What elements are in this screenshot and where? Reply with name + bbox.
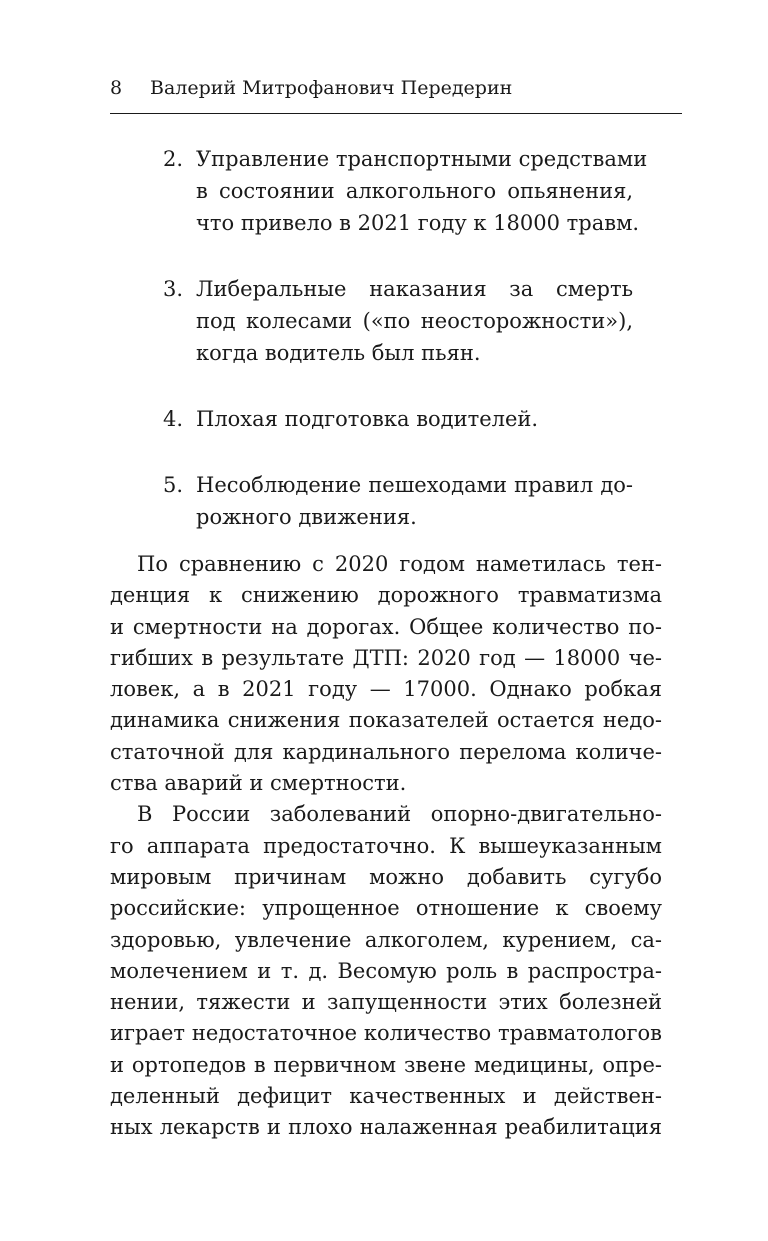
page-number: 8 [110,77,123,99]
body-text [110,549,662,1144]
text-line: молечением и т. д. Весомую роль в распростра- [110,958,662,983]
text-line: мировым причинам можно добавить сугубо [110,864,662,889]
text-line: ловек, а в 2021 году — 17000. Однако робкая [110,677,662,702]
text-line: деленный дефицит качественных и действен- [110,1084,662,1109]
text-line: ных лекарств и плохо налаженная реабилитация [110,1115,662,1140]
text-line: динамика снижения показателей остается недо- [110,708,662,733]
list-item-number: 3. [163,277,184,301]
list-item-line: рожного движения. [196,505,417,529]
list-item-line: что привело в 2021 году к 18000 травм. [196,211,640,235]
list-item-line: когда водитель был пьян. [196,341,481,365]
text-line: В России заболеваний опорно-двигательно- [137,802,662,827]
list-item-line: в состоянии алкогольного опьянения, [196,179,633,203]
text-line: российские: упрощенное отношение к своему [110,896,662,921]
list-item-number: 4. [163,407,184,431]
text-line: гибших в результате ДТП: 2020 год — 18000 че- [110,645,662,670]
list-item-line: Управление транспортными средствами [196,147,648,171]
running-header-author: Валерий Митрофанович Передерин [150,77,513,99]
list-item [163,469,633,533]
text-line: и ортопедов в первичном звене медицины, опре- [110,1052,662,1077]
list-item-line: Либеральные наказания за смерть [196,277,633,301]
text-line: нении, тяжести и запущенности этих болезней [110,990,662,1015]
paragraph [110,799,662,1143]
text-line: играет недостаточное количество травматологов [110,1021,662,1046]
list-item-line: под колесами («по неосторожности»), [196,309,633,333]
running-header [110,74,682,102]
text-line: здоровью, увлечение алкоголем, курением, са- [110,927,662,952]
list-item [163,143,648,239]
text-line: ства аварий и смертности. [110,771,407,796]
paragraph [110,549,662,799]
list-item-line: Несоблюдение пешеходами правил до- [196,473,633,497]
text-line: По сравнению с 2020 годом наметилась тен- [137,552,662,576]
text-line: го аппарата предостаточно. К вышеуказанным [110,833,662,858]
list-item-number: 5. [163,473,184,497]
list-item-number: 2. [163,147,184,171]
list-item [163,403,633,435]
text-line: статочной для кардинального перелома количе- [110,739,662,764]
numbered-list [163,143,648,567]
header-rule [110,113,682,114]
list-item-line: Плохая подготовка водителей. [196,407,539,431]
text-line: денция к снижению дорожного травматизма [110,583,662,608]
list-item [163,273,633,369]
text-line: и смертности на дорогах. Общее количество по- [110,614,662,639]
